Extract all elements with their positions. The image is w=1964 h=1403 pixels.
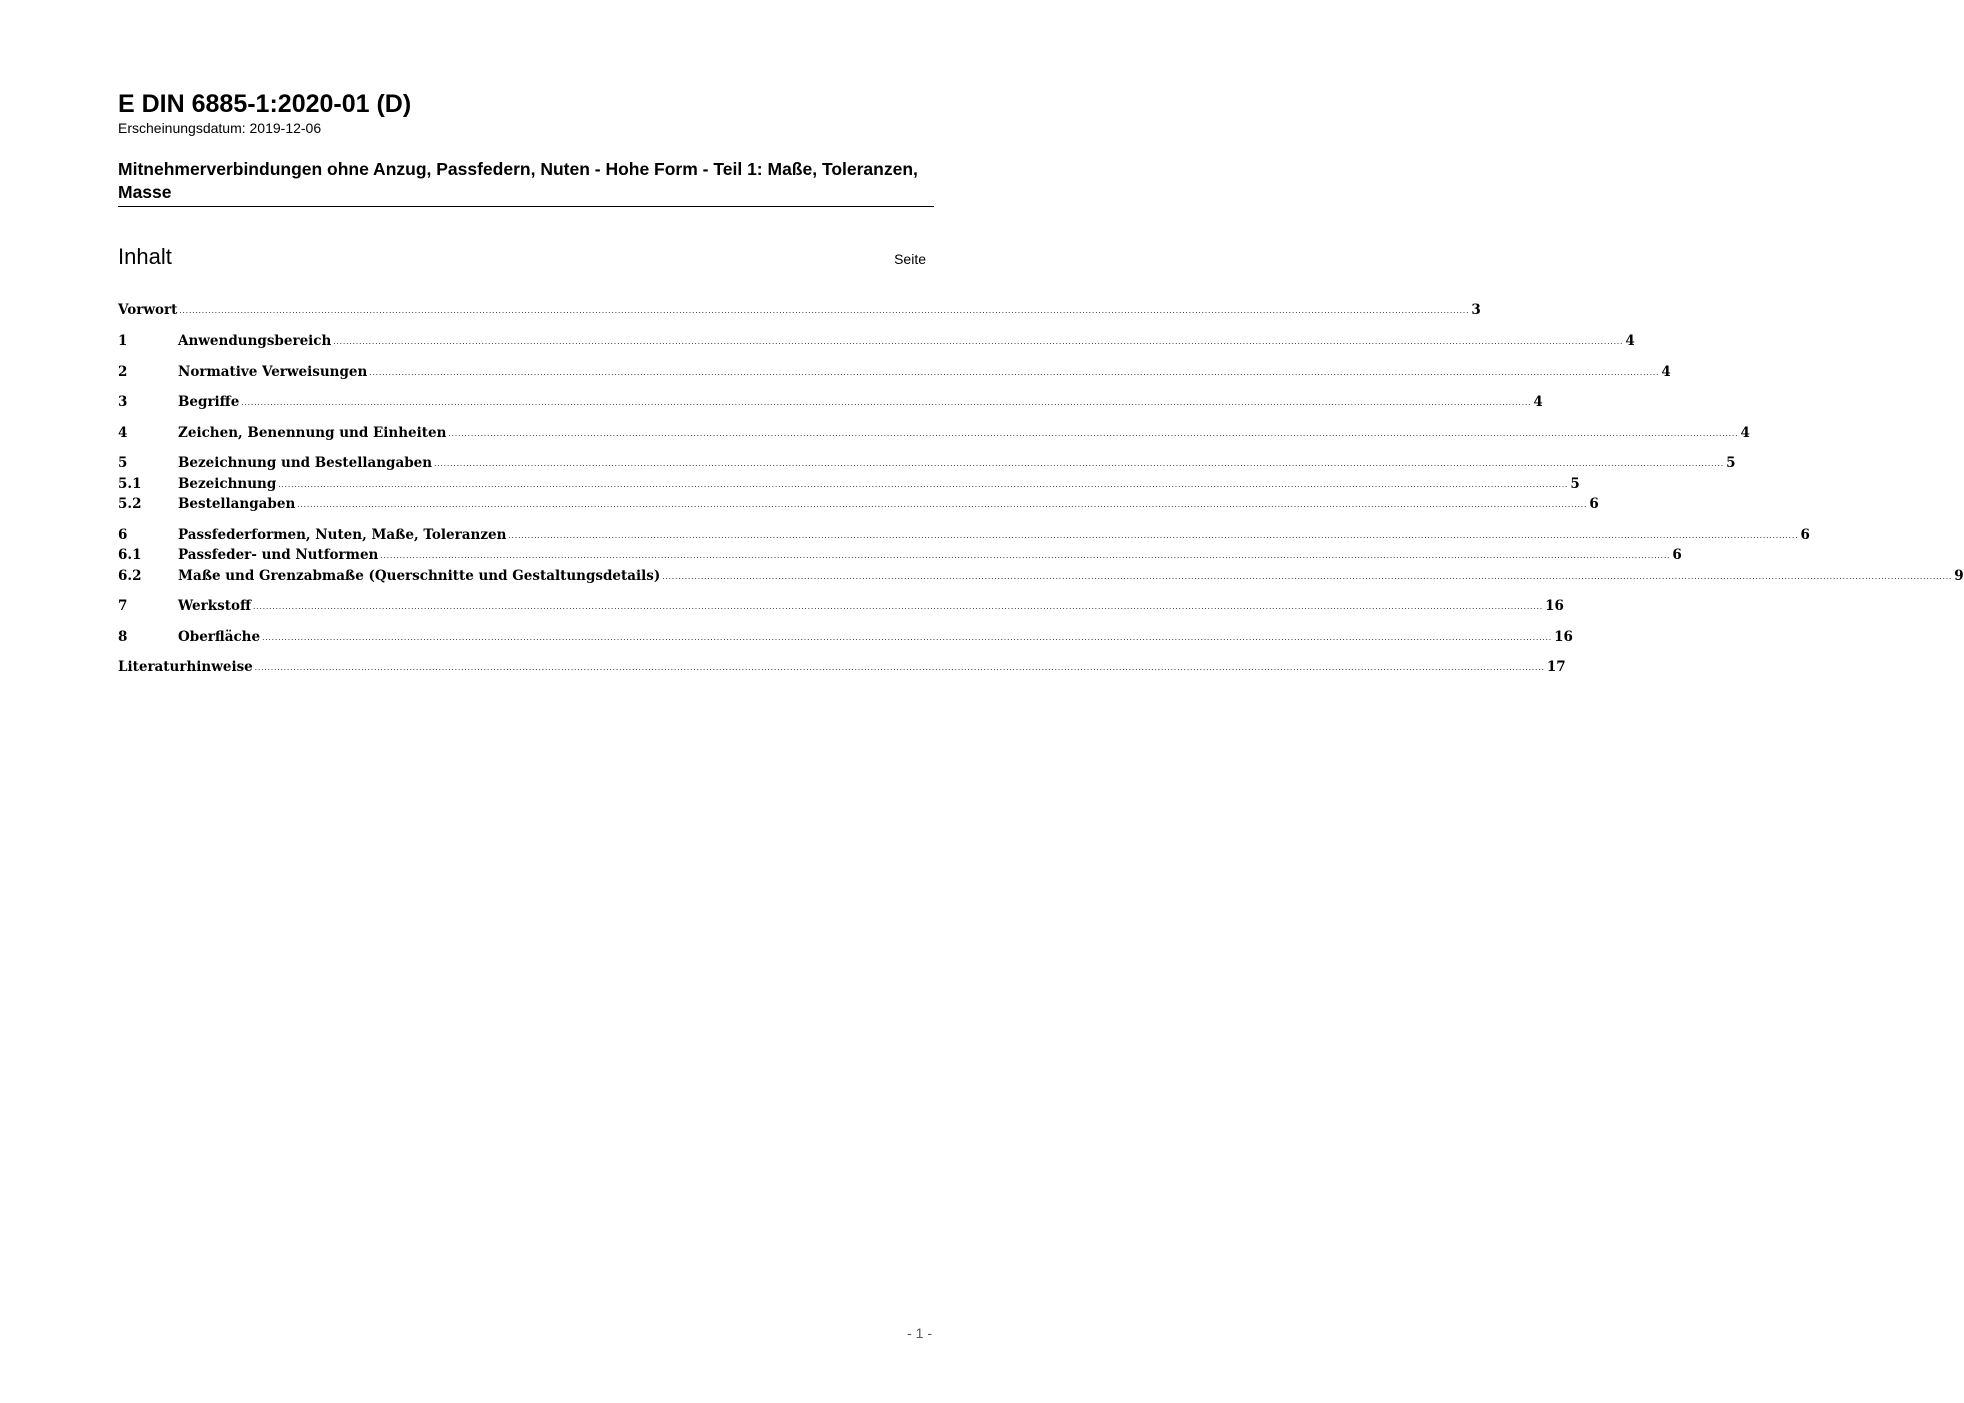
toc-entry-label: Oberfläche — [178, 629, 261, 645]
toc-page-column-label: Seite — [894, 251, 926, 267]
toc-leader-dots: ................................................................................................................................................................................................................................................................................................................................................................................................................ — [241, 399, 1532, 407]
toc-entry-label: Literaturhinweise — [118, 659, 253, 675]
toc-entry-page: 4 — [1533, 394, 1543, 410]
page-number: - 1 - — [907, 1325, 932, 1341]
toc-entry-label: Bestellangaben — [178, 496, 296, 512]
toc-entry-label: Normative Verweisungen — [178, 364, 368, 380]
toc-entry-label: Bezeichnung und Bestellangaben — [178, 455, 433, 471]
toc-entry-3[interactable] — [118, 394, 1543, 414]
document-title: Mitnehmerverbindungen ohne Anzug, Passfedern, Nuten - Hohe Form - Teil 1: Maße, Toleranzen, Masse — [118, 158, 934, 207]
toc-leader-dots: ................................................................................................................................................................................................................................................................................................................................................................................................................ — [380, 552, 1671, 560]
toc-entry-number: 8 — [118, 629, 128, 645]
toc-entry-label: Maße und Grenzabmaße (Querschnitte und Gestaltungsdetails) — [178, 568, 661, 584]
toc-entry-number: 6.1 — [118, 547, 142, 563]
toc-entry-6-2[interactable] — [118, 568, 1964, 588]
toc-entry-number: 5.2 — [118, 496, 142, 512]
toc-leader-dots: ................................................................................................................................................................................................................................................................................................................................................................................................................ — [508, 532, 1799, 540]
toc-entry-page: 16 — [1545, 598, 1564, 614]
toc-leader-dots: ................................................................................................................................................................................................................................................................................................................................................................................................................ — [297, 501, 1588, 509]
toc-entry-label: Begriffe — [178, 394, 240, 410]
toc-entry-label: Vorwort — [118, 302, 178, 318]
toc-entry-vorwort[interactable] — [118, 302, 1481, 322]
toc-entry-literaturhinweise[interactable] — [118, 659, 1566, 679]
toc-leader-dots: ................................................................................................................................................................................................................................................................................................................................................................................................................ — [333, 338, 1624, 346]
toc-leader-dots: ................................................................................................................................................................................................................................................................................................................................................................................................................ — [253, 603, 1544, 611]
toc-entry-page: 4 — [1625, 333, 1635, 349]
toc-entry-label: Anwendungsbereich — [178, 333, 332, 349]
toc-entry-page: 6 — [1589, 496, 1599, 512]
toc-entry-number: 5.1 — [118, 476, 142, 492]
toc-entry-5-1[interactable] — [118, 476, 1580, 496]
toc-entry-page: 5 — [1726, 455, 1736, 471]
toc-entry-6-1[interactable] — [118, 547, 1682, 567]
toc-entry-page: 6 — [1800, 527, 1810, 543]
toc-entry-page: 4 — [1740, 425, 1750, 441]
toc-entry-page: 9 — [1954, 568, 1964, 584]
toc-entry-label: Passfederformen, Nuten, Maße, Toleranzen — [178, 527, 507, 543]
toc-leader-dots: ................................................................................................................................................................................................................................................................................................................................................................................................................ — [179, 307, 1470, 315]
toc-entry-5-2[interactable] — [118, 496, 1599, 516]
toc-entry-number: 1 — [118, 333, 128, 349]
toc-entry-label: Zeichen, Benennung und Einheiten — [178, 425, 447, 441]
toc-entry-page: 16 — [1554, 629, 1573, 645]
toc-entry-number: 6.2 — [118, 568, 142, 584]
toc-leader-dots: ................................................................................................................................................................................................................................................................................................................................................................................................................ — [262, 634, 1553, 642]
toc-heading-row — [118, 244, 926, 270]
toc-entry-page: 4 — [1661, 364, 1671, 380]
toc-entry-2[interactable] — [118, 364, 1671, 384]
toc-entry-6[interactable] — [118, 527, 1810, 547]
toc-entry-number: 4 — [118, 425, 128, 441]
toc-leader-dots: ................................................................................................................................................................................................................................................................................................................................................................................................................ — [369, 369, 1660, 377]
toc-entry-label: Passfeder- und Nutformen — [178, 547, 379, 563]
toc-entry-7[interactable] — [118, 598, 1564, 618]
toc-leader-dots: ................................................................................................................................................................................................................................................................................................................................................................................................................ — [448, 430, 1739, 438]
toc-leader-dots: ................................................................................................................................................................................................................................................................................................................................................................................................................ — [434, 460, 1725, 468]
toc-entry-number: 7 — [118, 598, 128, 614]
toc-entry-5[interactable] — [118, 455, 1736, 475]
toc-entry-page: 6 — [1672, 547, 1682, 563]
toc-entry-1[interactable] — [118, 333, 1635, 353]
toc-entry-number: 3 — [118, 394, 128, 410]
toc-leader-dots: ................................................................................................................................................................................................................................................................................................................................................................................................................ — [662, 573, 1953, 581]
document-header — [118, 88, 934, 137]
toc-heading: Inhalt — [118, 244, 172, 269]
toc-entry-8[interactable] — [118, 629, 1573, 649]
document-id: E DIN 6885-1:2020-01 (D) — [118, 90, 412, 118]
toc-entry-number: 5 — [118, 455, 128, 471]
toc-entry-number: 2 — [118, 364, 128, 380]
toc-entry-number: 6 — [118, 527, 128, 543]
toc-entry-4[interactable] — [118, 425, 1750, 445]
toc-entry-page: 17 — [1546, 659, 1566, 675]
toc-leader-dots: ................................................................................................................................................................................................................................................................................................................................................................................................................ — [278, 481, 1569, 489]
toc-entry-page: 3 — [1471, 302, 1481, 318]
toc-entry-label: Werkstoff — [178, 598, 252, 614]
toc-leader-dots: ................................................................................................................................................................................................................................................................................................................................................................................................................ — [254, 664, 1545, 672]
toc-entry-label: Bezeichnung — [178, 476, 277, 492]
publication-date: Erscheinungsdatum: 2019-12-06 — [118, 120, 322, 136]
toc-entry-page: 5 — [1570, 476, 1580, 492]
